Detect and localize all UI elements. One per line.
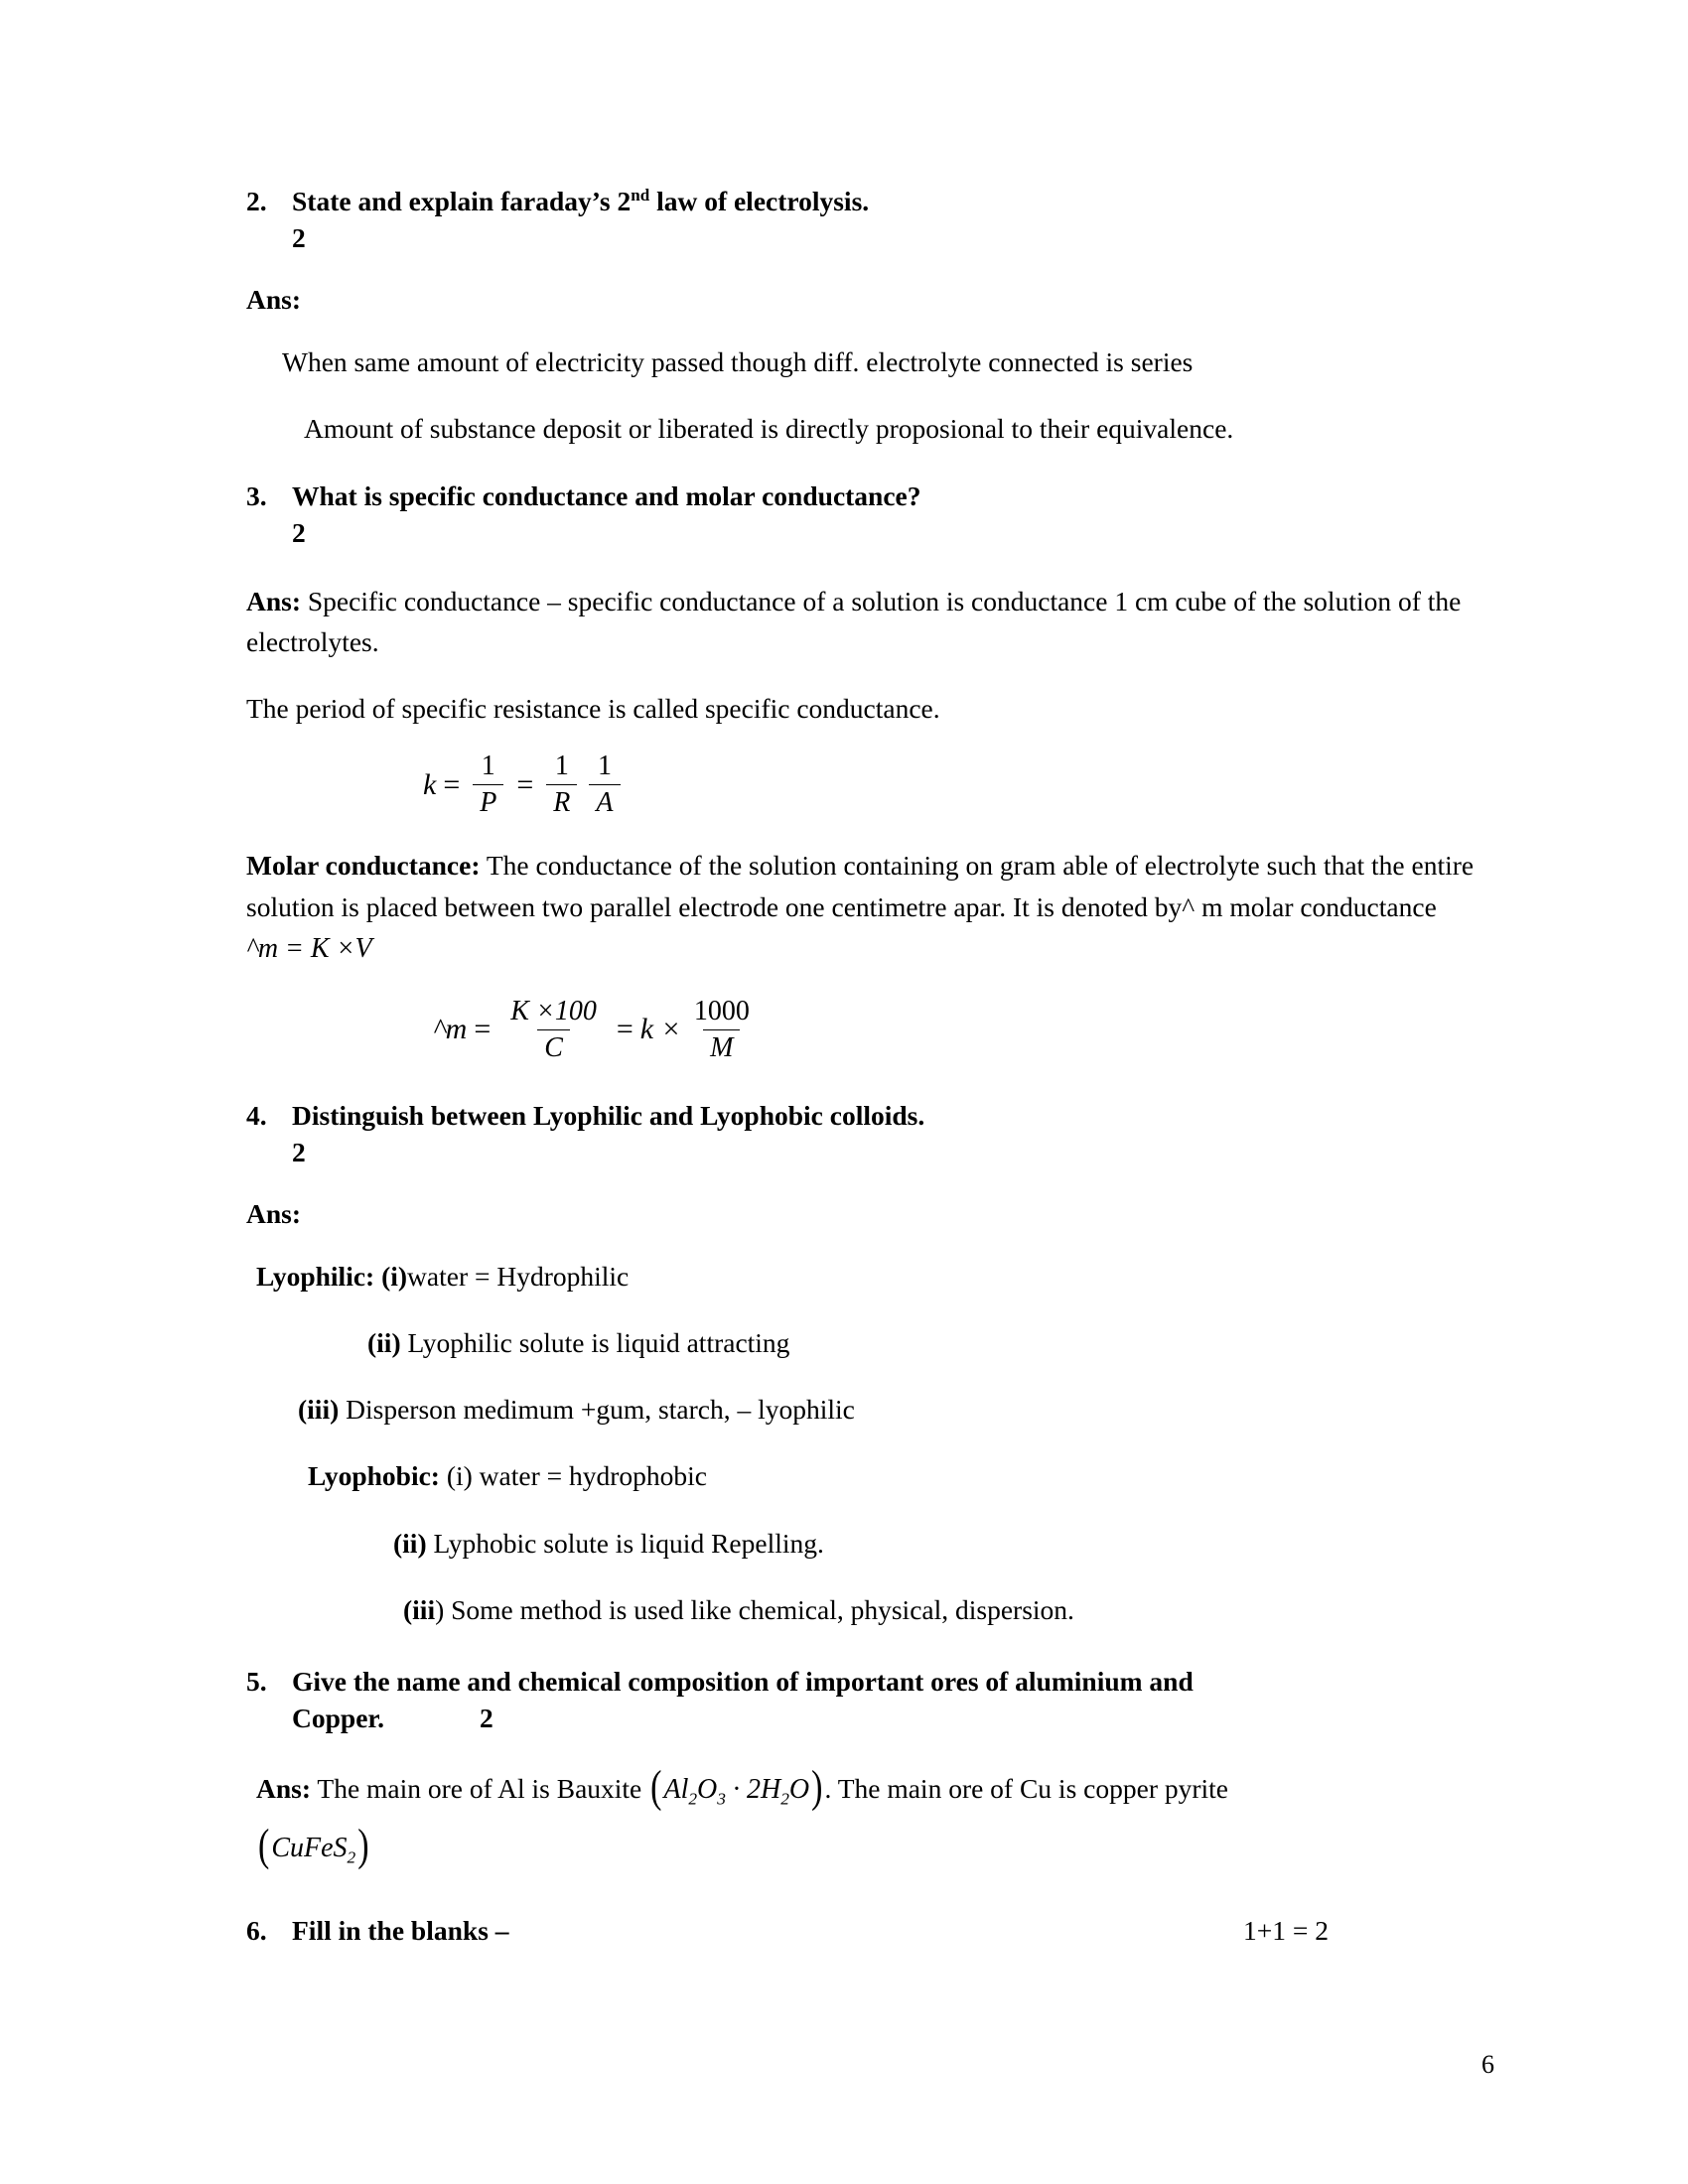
question-4-line-5-rest: Lyphobic solute is liquid Repelling. [426, 1527, 824, 1559]
formula2-fraction-2-numerator: 1000 [693, 995, 750, 1026]
question-4-line-1-rest: water = Hydrophilic [407, 1260, 630, 1292]
molar-conductance-label: Molar conductance: [246, 850, 481, 882]
formula1-fraction-3-numerator: 1 [597, 751, 612, 782]
right-paren-2: ) [357, 1820, 369, 1870]
question-5-ans-label: Ans: [256, 1772, 312, 1804]
question-4-number: 4. [246, 1099, 267, 1131]
question-4-line-5-bold: (ii) [393, 1527, 427, 1559]
question-6-text: Fill in the blanks – [292, 1914, 509, 1946]
molar-conductance-paragraph: Molar conductance: The conductance of the solution containing on gram able of electrolyte such that the entire solution is placed between two parallel electrode one centimetre apar. It is denoted by^ m molar conductance ^m = K ×V [246, 850, 1475, 964]
question-4-line-1 [256, 1256, 1487, 1297]
question-3-answer-line-1: Ans: Specific conductance – specific conductance of a solution is conductance 1 cm cube of the solution of the electrolytes. [246, 585, 1462, 657]
question-4-line-4 [308, 1455, 1487, 1496]
formula-bauxite: $Al_2O_3 \cdot 2H_2O$ [663, 1773, 810, 1809]
question-5-text-line-1: Give the name and chemical composition of important ores of aluminium and [292, 1666, 1194, 1698]
formula1-fraction-3-denominator: A [589, 784, 620, 819]
formula1-fraction-1-denominator: P [473, 784, 503, 819]
question-2-text: State and explain faraday’s 2nd law of electrolysis. [292, 185, 870, 216]
question-2-superscript: nd [631, 185, 650, 205]
formula2-lhs: ^m [433, 1013, 468, 1046]
formula2-fraction-1-denominator: C [537, 1029, 570, 1064]
formula1-equals-1: = [443, 767, 461, 801]
question-4-line-2-bold: (ii) [367, 1326, 401, 1358]
question-4-line-6 [403, 1589, 1487, 1630]
question-2 [246, 184, 1487, 220]
question-5-answer [256, 1761, 1487, 1812]
question-4-line-4-bold: Lyophobic: [308, 1460, 440, 1492]
formula1-lhs: k [423, 767, 437, 801]
question-3-marks: 2 [292, 516, 306, 548]
question-2-marks: 2 [292, 221, 306, 253]
formula1-fraction-2-numerator: 1 [554, 751, 569, 782]
question-5 [246, 1664, 1487, 1701]
question-4-ans-label: Ans: [246, 1197, 302, 1229]
question-4-line-2 [367, 1322, 1487, 1363]
molar-inline-formula: ^m = K ×V [246, 932, 372, 964]
question-2-ans-label: Ans: [246, 283, 302, 315]
formula2-fraction-2 [687, 996, 757, 1064]
question-4-line-1-bold: Lyophilic: (i) [256, 1260, 408, 1292]
formula2-mid: k × [639, 1013, 681, 1046]
question-5-answer-formula-line [256, 1820, 1487, 1870]
formula2-equals-1: = [474, 1013, 492, 1046]
formula-specific-conductance [246, 751, 1487, 819]
question-2-number: 2. [246, 186, 267, 216]
question-5-answer-mid: . The main ore of Cu is copper pyrite [824, 1772, 1228, 1804]
question-5-line-2 [292, 1701, 1487, 1736]
question-4-line-6-rest: ) Some method is used like chemical, physical, dispersion. [435, 1593, 1074, 1625]
formula1-fraction-1-numerator: 1 [481, 751, 495, 782]
question-4-marks: 2 [292, 1136, 306, 1167]
question-4-line-6-bold: (iii [403, 1593, 436, 1625]
question-2-answer-line-2: Amount of substance deposit or liberated is directly proposional to their equivalence. [304, 412, 1234, 444]
question-3-ans-label: Ans: [246, 585, 302, 616]
question-4 [246, 1098, 1487, 1135]
question-5-number: 5. [246, 1666, 267, 1698]
formula2-fraction-2-denominator: M [703, 1029, 740, 1064]
question-3-text: What is specific conductance and molar conductance? [292, 480, 921, 512]
formula2-equals-2: = [616, 1013, 633, 1046]
left-paren-1: ( [650, 1761, 662, 1812]
question-4-line-4-rest: (i) water = hydrophobic [439, 1460, 708, 1492]
question-4-line-3 [298, 1389, 1487, 1430]
question-4-line-2-rest: Lyophilic solute is liquid attracting [400, 1326, 790, 1358]
page-content [246, 184, 1487, 1949]
formula1-equals-2: = [516, 767, 534, 801]
question-5-marks: 2 [479, 1702, 493, 1733]
question-6 [246, 1913, 1487, 1950]
question-6-number: 6. [246, 1914, 267, 1946]
formula1-fraction-2-denominator: R [546, 784, 577, 819]
question-4-text: Distinguish between Lyophilic and Lyophobic colloids. [292, 1099, 925, 1131]
right-paren-1: ) [811, 1761, 823, 1812]
question-5-answer-pre: The main ore of Al is Bauxite [311, 1772, 649, 1804]
formula-pyrite: CuFeS$_2$ [271, 1832, 356, 1867]
question-3 [246, 478, 1487, 515]
formula2-fraction-1-numerator: K ×100 [510, 995, 597, 1026]
question-2-answer-line-1: When same amount of electricity passed though diff. electrolyte connected is series [282, 345, 1194, 377]
formula1-fraction-1 [473, 751, 503, 819]
question-4-line-5 [393, 1523, 1487, 1564]
question-3-answer-line-2: The period of specific resistance is called specific conductance. [246, 693, 940, 725]
formula-molar-conductance [246, 996, 1487, 1064]
formula1-fraction-3 [589, 751, 620, 819]
question-4-line-3-rest: Disperson medimum +gum, starch, – lyophilic [339, 1394, 855, 1426]
formula2-fraction-1 [503, 996, 604, 1064]
question-5-text-line-2: Copper. [292, 1702, 384, 1733]
page-number: 6 [1481, 2050, 1494, 2079]
question-6-marks: 1+1 = 2 [1242, 1914, 1329, 1946]
question-3-number: 3. [246, 480, 267, 512]
question-4-line-3-bold: (iii) [298, 1394, 340, 1426]
formula1-fraction-2 [546, 751, 577, 819]
left-paren-2: ( [258, 1820, 270, 1870]
